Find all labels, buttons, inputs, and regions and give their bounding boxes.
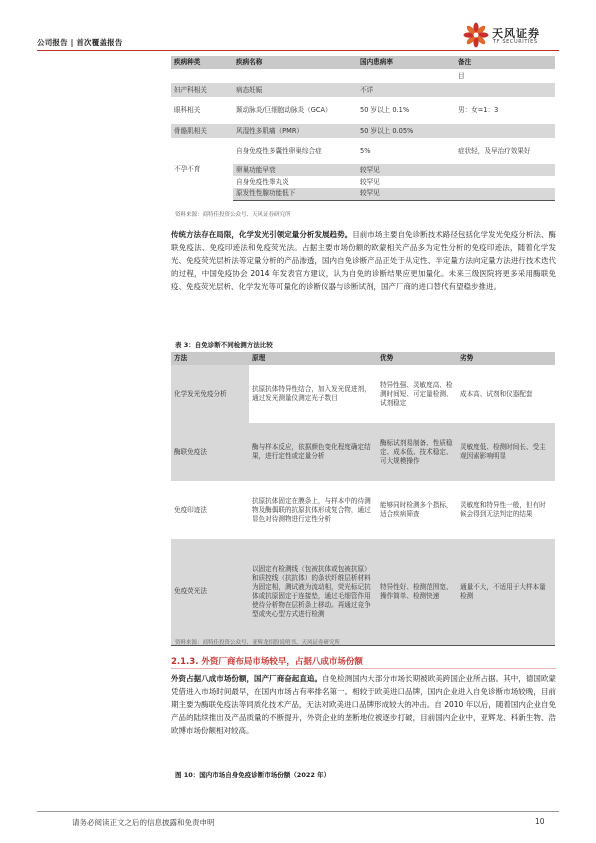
table-cell bbox=[455, 83, 555, 97]
column-header: 备注 bbox=[455, 56, 555, 69]
table-cell bbox=[455, 124, 555, 138]
table-row bbox=[171, 481, 555, 539]
disease-prevalence-table bbox=[171, 56, 555, 201]
table-cell: 酶与样本反应，依据颜色变化程度确定结果，进行定性或定量分析 bbox=[252, 443, 371, 460]
table-cell: 较罕见 bbox=[360, 177, 380, 186]
table-cell: 骨骼肌相关 bbox=[174, 126, 207, 135]
logo-english-name: TF SECURITIES bbox=[493, 39, 538, 45]
table-cell: 能够同时检测多个指标，适合疾病筛查 bbox=[380, 501, 453, 518]
section-divider bbox=[171, 668, 556, 669]
table-cell: 不详 bbox=[360, 85, 374, 94]
table-cell: 眼科相关 bbox=[174, 106, 201, 114]
table-cell: 灵敏度和特异性一般，但有时候会得到无法判定的结果 bbox=[460, 501, 546, 518]
table-header-row bbox=[171, 352, 555, 365]
column-header: 原理 bbox=[249, 352, 377, 365]
flower-logo-icon bbox=[463, 22, 489, 48]
column-header: 国内患病率 bbox=[357, 56, 455, 69]
table-row bbox=[171, 365, 555, 423]
column-header: 疾病名称 bbox=[233, 56, 357, 69]
table2-source: 资料来源：商特佳投资公众号、亚辉龙招股说明书、天风证券研究所 bbox=[175, 640, 341, 646]
table-cell: 抗原抗体固定在膜条上，与样本中的待测物及酶偶联的抗原抗体形成复合物，通过显色对待测物进行定性分析 bbox=[252, 496, 371, 523]
table-header-row bbox=[171, 56, 555, 69]
table-cell: 目 bbox=[458, 71, 465, 80]
column-header: 疾病种类 bbox=[171, 56, 233, 69]
table-cell: 50 岁以上 0.05% bbox=[360, 126, 414, 135]
table-cell: 男：女=1：3 bbox=[458, 106, 499, 114]
table-cell: 症状轻，及早治疗效果好 bbox=[458, 146, 531, 155]
disclaimer-text: 请务必阅读正文之后的信息披露和免责申明 bbox=[72, 818, 215, 827]
table-cell: 特异性好、检测范围宽、操作简单、检测快速 bbox=[380, 582, 453, 600]
table-cell: 灵敏度低、检测时间长、受主观因素影响明显 bbox=[460, 443, 546, 460]
table-row bbox=[171, 97, 555, 124]
column-header: 方法 bbox=[171, 352, 249, 365]
paragraph-lead: 传统方法存在局限，化学发光引领定量分析发展趋势。 bbox=[171, 230, 353, 239]
table-cell: 化学发光免疫分析 bbox=[171, 365, 249, 423]
table-row bbox=[171, 83, 555, 97]
table-cell: 较罕见 bbox=[357, 188, 455, 200]
table-cell: 病态妊娠 bbox=[236, 85, 263, 94]
analysis-paragraph bbox=[171, 229, 556, 294]
table-cell: 妇产科相关 bbox=[174, 85, 207, 94]
table-cell: 自身免疫性睾丸炎 bbox=[236, 177, 289, 186]
table-row bbox=[171, 539, 555, 645]
table-cell: 50 岁以上 0.1% bbox=[360, 106, 410, 114]
tf-securities-logo bbox=[463, 22, 563, 50]
table-row bbox=[171, 124, 555, 138]
logo-chinese-name: 天风证券 bbox=[492, 27, 540, 40]
table-cell: 不孕不育 bbox=[174, 164, 201, 173]
table-cell: 风湿性多肌痛（PMR） bbox=[236, 126, 303, 135]
table2-caption: 表 3：自免诊断不同检测方法比较 bbox=[175, 341, 273, 349]
table-cell: 较罕见 bbox=[357, 164, 455, 176]
table-row bbox=[171, 69, 555, 83]
paragraph-lead: 外资占据八成市场份额，国产厂商奋起直追。 bbox=[171, 674, 322, 683]
table-cell: 特异性强、灵敏度高、检测时间短、可定量检测、试剂稳定 bbox=[380, 380, 453, 407]
paragraph-body: 自免检测国内大部分市场长期被欧美跨国企业所占据。其中，德国欧蒙凭借进入市场时间最早，在国内市场占有率排名第一。相较于欧美进口品牌，国内企业进入自免诊断市场较晚，目前期主要为酶联免疫法等同质化技术产品，无法对欧美进口品牌形成较大的冲击。自 2010 年以后，随着国内企业自免产品的陆续推出及产品质量的不断提升，外资企业的垄断地位被逐步打破，目前国内企业中，亚辉龙、科新生物、浩欧博市场份额相对较高。 bbox=[171, 674, 556, 735]
table-cell bbox=[455, 176, 555, 188]
table-cell: 5% bbox=[360, 146, 371, 155]
table-cell bbox=[455, 164, 555, 176]
column-header: 优势 bbox=[377, 352, 457, 365]
figure-caption: 图 10：国内市场自身免疫诊断市场份额（2022 年） bbox=[175, 771, 331, 779]
table-cell: 酶标试剂易制备、性质稳定、成本低、技术稳定、可大规模操作 bbox=[380, 438, 453, 465]
table-row bbox=[171, 423, 555, 481]
market-share-paragraph bbox=[171, 673, 556, 738]
table-cell: 通量不大，不适用于大样本量检测 bbox=[460, 582, 546, 600]
table-cell: 原发性性腺功能低下 bbox=[233, 188, 357, 200]
table-cell: 颞动脉炎/巨细胞动脉炎（GCA） bbox=[236, 106, 332, 114]
table-cell: 成本高、试剂和仪器配套 bbox=[460, 389, 533, 398]
table-cell: 酶联免疫法 bbox=[174, 447, 207, 456]
header-divider bbox=[37, 50, 559, 51]
table-cell: 免疫印迹法 bbox=[174, 505, 207, 514]
footer-divider bbox=[37, 811, 559, 812]
table-cell: 卵巢功能早衰 bbox=[233, 164, 357, 176]
page-number: 10 bbox=[535, 817, 545, 826]
table-cell bbox=[455, 188, 555, 200]
detection-method-comparison-table bbox=[171, 352, 555, 646]
table-cell: 抗原抗体特异性结合，加入发光促进剂，通过发光测量仪测定光子数目 bbox=[252, 385, 371, 402]
column-header: 劣势 bbox=[457, 352, 555, 365]
table-row bbox=[171, 138, 555, 164]
paragraph-body: 目前市场主要自免诊断技术路径包括化学发光免疫分析法、酶联免疫法、免疫印迹法和免疫荧光法。占据主要市场份额的欧蒙相关产品多为定性分析的免疫印迹法，随着化学发光、免疫荧光层析法等定量分析的产品渗透，国内自免诊断产品正处于从定性、半定量方法向定量方法进行技术迭代的过程，中国免疫协会 2014 年发表官方建议，认为自免的诊断结果应更加量化。未来三级医院将更多采用酶联免疫、免疫荧光层析、化学发光等可量化的诊断仪器与诊断试剂，国产厂商的进口替代有望稳步推进。 bbox=[171, 230, 557, 291]
table1-source: 资料来源：商特佳投资公众号、天风证券研究所 bbox=[175, 212, 291, 218]
table-cell: 以固定有检测线（包被抗体或包被抗原）和质控线（抗抗体）的条状纤维层析材料为固定相，测试液为流动相，荧光标记抗体或抗原固定于连接垫，通过毛细管作用使待分析物在层析条上移动。再通过竞争型或夹心型方式进行检测 bbox=[252, 564, 371, 618]
report-type-label: 公司报告 | 首次覆盖报告 bbox=[37, 38, 123, 47]
section-heading: 2.1.3. 外资厂商布局市场较早，占据八成市场份额 bbox=[171, 657, 363, 667]
table-cell: 免疫荧光法 bbox=[174, 587, 207, 596]
table-cell: 自身免疫性多囊性卵巢综合症 bbox=[236, 146, 322, 155]
